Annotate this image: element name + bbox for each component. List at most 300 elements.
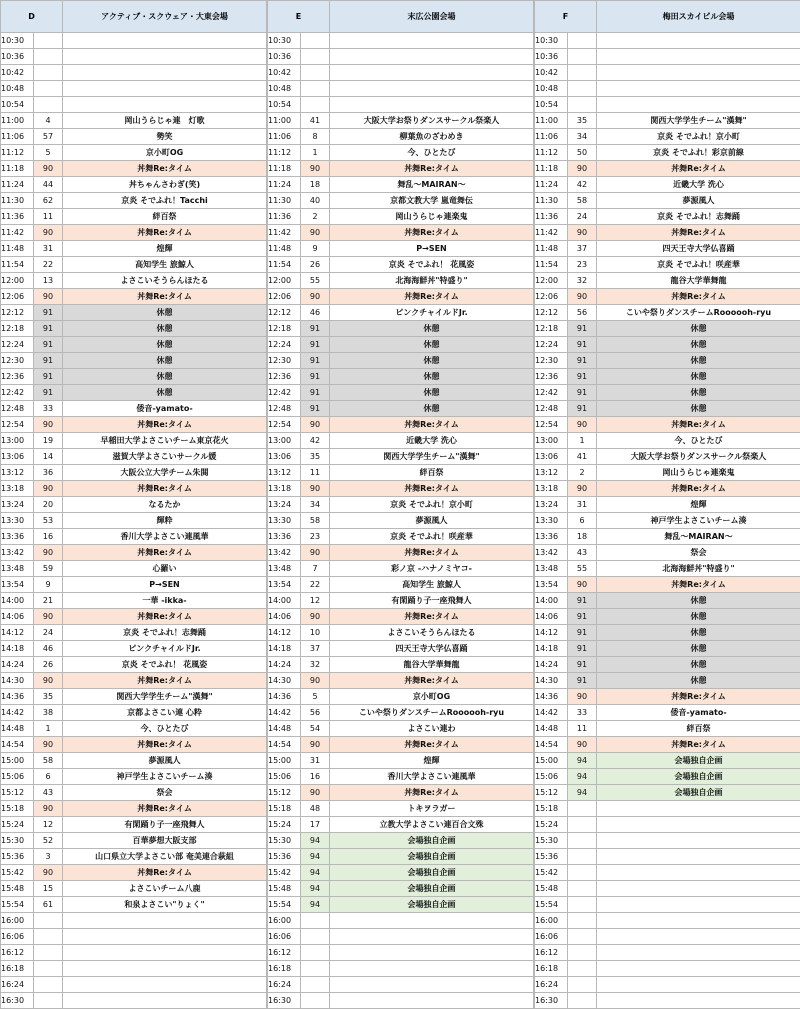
code-cell: 3 [34,849,63,865]
code-cell: 15 [34,881,63,897]
venue-letter: E [268,1,330,33]
time-cell: 15:06 [268,769,301,785]
time-cell: 16:00 [1,913,34,929]
schedule-row [268,241,534,257]
code-cell: 91 [568,401,597,417]
code-cell: 94 [301,849,330,865]
time-cell: 13:12 [535,465,568,481]
team-cell: 北海海鮮丼"特盛り" [330,273,534,289]
time-cell: 10:48 [268,81,301,97]
code-cell: 90 [34,161,63,177]
code-cell: 43 [34,785,63,801]
time-cell: 16:12 [1,945,34,961]
code-cell: 55 [301,273,330,289]
code-cell: 34 [568,129,597,145]
schedule-row [535,625,800,641]
team-cell: 休憩 [330,385,534,401]
code-cell: 91 [34,321,63,337]
code-cell [301,929,330,945]
time-cell: 13:18 [268,481,301,497]
team-cell: 山口県立大学よさこい部 奄美連合萩組 [63,849,267,865]
team-cell [597,897,800,913]
schedule-row [535,241,800,257]
code-cell: 90 [568,481,597,497]
team-cell: 絆百祭 [330,465,534,481]
venue-d-table [0,0,267,1009]
time-cell: 11:00 [268,113,301,129]
time-cell: 12:42 [268,385,301,401]
venue-letter: D [1,1,63,33]
code-cell: 62 [34,193,63,209]
schedule-row [535,305,800,321]
schedule-row [1,81,267,97]
code-cell: 55 [568,561,597,577]
time-cell: 10:30 [268,33,301,49]
schedule-row [268,929,534,945]
team-cell: 倭音-yamato- [597,705,800,721]
code-cell: 56 [568,305,597,321]
schedule-row [1,705,267,721]
team-cell: 休憩 [63,353,267,369]
time-cell: 15:54 [1,897,34,913]
schedule-row [268,865,534,881]
time-cell: 15:42 [268,865,301,881]
code-cell: 91 [568,321,597,337]
schedule-row [268,545,534,561]
schedule-row [268,353,534,369]
time-cell: 10:48 [535,81,568,97]
schedule-row [535,257,800,273]
team-cell: 丼舞Re:タイム [597,481,800,497]
code-cell: 4 [34,113,63,129]
code-cell: 90 [568,689,597,705]
time-cell: 13:36 [535,529,568,545]
time-cell: 14:06 [1,609,34,625]
code-cell: 94 [568,785,597,801]
schedule-row [268,769,534,785]
schedule-row [535,753,800,769]
schedule-row [1,977,267,993]
code-cell: 35 [301,449,330,465]
team-cell: 会場独自企画 [330,849,534,865]
time-cell: 11:54 [535,257,568,273]
code-cell: 10 [301,625,330,641]
time-cell: 12:18 [268,321,301,337]
team-cell: 絆百祭 [597,721,800,737]
team-cell [63,65,267,81]
time-cell: 11:12 [268,145,301,161]
schedule-row [268,913,534,929]
schedule-row [268,785,534,801]
schedule-row [1,449,267,465]
schedule-row [535,833,800,849]
time-cell: 14:06 [535,609,568,625]
time-cell: 14:00 [1,593,34,609]
time-cell: 14:06 [268,609,301,625]
schedule-row [1,785,267,801]
schedule-row [1,289,267,305]
code-cell [568,65,597,81]
schedule-row [535,961,800,977]
team-cell [63,913,267,929]
time-cell: 11:30 [1,193,34,209]
time-cell: 12:00 [268,273,301,289]
team-cell: 滋賀大学よさこいサークル媛 [63,449,267,465]
schedule-row [535,561,800,577]
team-cell: トキヲラガー [330,801,534,817]
time-cell: 14:30 [1,673,34,689]
time-cell: 13:36 [1,529,34,545]
time-cell: 15:06 [535,769,568,785]
time-cell: 12:54 [535,417,568,433]
team-cell: 祭会 [597,545,800,561]
schedule-row [1,609,267,625]
time-cell: 11:42 [535,225,568,241]
code-cell [568,33,597,49]
code-cell [568,913,597,929]
time-cell: 14:36 [268,689,301,705]
schedule-row [535,705,800,721]
team-cell: 休憩 [63,369,267,385]
code-cell [568,977,597,993]
team-cell: 京炎 そでふれ！Tacchi [63,193,267,209]
team-cell: なるたか [63,497,267,513]
team-cell: 近畿大学 洗心 [597,177,800,193]
code-cell: 6 [568,513,597,529]
team-cell: ピンクチャイルドJr. [330,305,534,321]
time-cell: 12:36 [1,369,34,385]
team-cell: 有閑踊り子一座飛舞人 [330,593,534,609]
time-cell: 15:42 [535,865,568,881]
time-cell: 16:00 [535,913,568,929]
team-cell: 有閑踊り子一座飛舞人 [63,817,267,833]
time-cell: 12:06 [535,289,568,305]
team-cell: 煌輝 [597,497,800,513]
code-cell: 91 [301,337,330,353]
time-cell: 12:48 [1,401,34,417]
team-cell: 休憩 [597,625,800,641]
team-cell: 丼舞Re:タイム [63,417,267,433]
team-cell [597,929,800,945]
team-cell: よさこいチーム八鹿 [63,881,267,897]
team-cell: 関西大学学生チーム"漢舞" [330,449,534,465]
schedule-row [268,577,534,593]
schedule-row [268,721,534,737]
code-cell: 91 [568,641,597,657]
code-cell: 90 [568,577,597,593]
time-cell: 14:00 [268,593,301,609]
schedule-row [535,273,800,289]
time-cell: 12:30 [268,353,301,369]
code-cell: 33 [34,401,63,417]
schedule-row [1,481,267,497]
code-cell: 33 [568,705,597,721]
code-cell: 90 [568,289,597,305]
time-cell: 12:24 [535,337,568,353]
schedule-row [268,529,534,545]
team-cell: 丼舞Re:タイム [330,737,534,753]
schedule-row [1,33,267,49]
code-cell: 1 [34,721,63,737]
code-cell: 91 [34,305,63,321]
team-cell: 丼舞Re:タイム [330,225,534,241]
team-cell: 休憩 [597,609,800,625]
schedule-row [535,401,800,417]
code-cell: 90 [568,161,597,177]
code-cell [301,977,330,993]
time-cell: 15:12 [535,785,568,801]
schedule-row [1,385,267,401]
team-cell: 煌輝 [330,753,534,769]
time-cell: 13:42 [1,545,34,561]
time-cell: 10:42 [535,65,568,81]
schedule-row [268,609,534,625]
time-cell: 13:24 [268,497,301,513]
schedule-row [1,593,267,609]
team-cell [330,961,534,977]
team-cell: 休憩 [63,385,267,401]
schedule-row [268,977,534,993]
schedule-row [535,177,800,193]
schedule-row [1,193,267,209]
code-cell [568,945,597,961]
time-cell: 12:36 [535,369,568,385]
team-cell: 京炎 そでふれ！彩京前線 [597,145,800,161]
code-cell: 9 [34,577,63,593]
time-cell: 12:54 [1,417,34,433]
team-cell: 京小町OG [330,689,534,705]
time-cell: 15:00 [1,753,34,769]
team-cell: 休憩 [330,321,534,337]
team-cell: 丼舞Re:タイム [63,225,267,241]
team-cell: 和泉よさこい"りょく" [63,897,267,913]
code-cell: 90 [301,609,330,625]
code-cell [301,81,330,97]
team-cell [597,81,800,97]
schedule-row [268,449,534,465]
schedule-row [268,481,534,497]
schedule-row [535,337,800,353]
time-cell: 10:42 [268,65,301,81]
code-cell: 58 [301,513,330,529]
schedule-row [1,353,267,369]
schedule-row [268,849,534,865]
time-cell: 14:12 [268,625,301,641]
code-cell: 57 [34,129,63,145]
schedule-row [268,801,534,817]
time-cell: 10:36 [535,49,568,65]
code-cell: 91 [568,625,597,641]
time-cell: 13:18 [535,481,568,497]
team-cell: P→SEN [63,577,267,593]
team-cell: 京炎 そでふれ！京小町 [330,497,534,513]
code-cell: 94 [301,833,330,849]
schedule-row [535,321,800,337]
code-cell: 54 [301,721,330,737]
schedule-row [535,449,800,465]
schedule-row [268,225,534,241]
code-cell: 91 [568,593,597,609]
venue-f-table [534,0,800,1009]
schedule-row [1,673,267,689]
schedule-row [535,129,800,145]
team-cell: 休憩 [330,353,534,369]
schedule-row [1,465,267,481]
schedule-row [1,817,267,833]
code-cell: 7 [301,561,330,577]
team-cell: 丼舞Re:タイム [63,801,267,817]
schedule-row [1,161,267,177]
code-cell: 90 [34,225,63,241]
schedule-row [1,657,267,673]
team-cell: 京都文教大学 嵐竜舞伝 [330,193,534,209]
time-cell: 14:54 [1,737,34,753]
time-cell: 16:30 [1,993,34,1009]
schedule-row [535,481,800,497]
schedule-row [535,769,800,785]
team-cell [597,49,800,65]
schedule-row [535,65,800,81]
code-cell: 31 [34,241,63,257]
code-cell: 26 [301,257,330,273]
schedule-row [535,33,800,49]
code-cell [568,849,597,865]
time-cell: 11:24 [1,177,34,193]
team-cell: 会場独自企画 [597,785,800,801]
team-cell [597,33,800,49]
team-cell: P→SEN [330,241,534,257]
schedule-row [535,689,800,705]
code-cell: 41 [568,449,597,465]
schedule-row [268,113,534,129]
time-cell: 15:24 [535,817,568,833]
time-cell: 16:24 [1,977,34,993]
code-cell: 44 [34,177,63,193]
venue-name: 梅田スカイビル会場 [597,1,800,33]
time-cell: 15:06 [1,769,34,785]
time-cell: 16:18 [268,961,301,977]
team-cell: 倭音-yamato- [63,401,267,417]
team-cell: 丼舞Re:タイム [330,673,534,689]
schedule-row [268,673,534,689]
schedule-row [268,321,534,337]
code-cell: 32 [568,273,597,289]
team-cell: 輝粋 [63,513,267,529]
team-cell: 休憩 [330,369,534,385]
code-cell: 90 [34,609,63,625]
time-cell: 11:48 [268,241,301,257]
code-cell: 34 [301,497,330,513]
code-cell: 91 [34,353,63,369]
team-cell: よさこい連わ [330,721,534,737]
team-cell: 彩ノ京 -ハナノミヤコ- [330,561,534,577]
code-cell [568,817,597,833]
time-cell: 12:18 [535,321,568,337]
schedule-row [1,369,267,385]
code-cell [301,97,330,113]
time-cell: 10:48 [1,81,34,97]
schedule-row [1,513,267,529]
code-cell: 52 [34,833,63,849]
time-cell: 13:12 [268,465,301,481]
time-cell: 12:30 [1,353,34,369]
team-cell: 休憩 [597,385,800,401]
code-cell: 21 [34,593,63,609]
team-cell: 勢笑 [63,129,267,145]
team-cell [330,49,534,65]
schedule-row [268,641,534,657]
schedule-row [268,49,534,65]
schedule-row [1,97,267,113]
team-cell: 京都よさこい連 心粋 [63,705,267,721]
time-cell: 14:48 [268,721,301,737]
team-cell [63,977,267,993]
code-cell: 94 [301,881,330,897]
code-cell: 32 [301,657,330,673]
schedule-row [1,897,267,913]
code-cell: 56 [301,705,330,721]
schedule-row [1,113,267,129]
code-cell: 8 [301,129,330,145]
time-cell: 13:48 [535,561,568,577]
schedule-row [535,113,800,129]
team-cell: 香川大学よさこい連風華 [330,769,534,785]
schedule-row [535,881,800,897]
team-cell: 休憩 [597,369,800,385]
code-cell: 91 [301,401,330,417]
time-cell: 12:06 [268,289,301,305]
time-cell: 12:12 [268,305,301,321]
team-cell: 大阪大学お祭りダンスサークル祭楽人 [330,113,534,129]
team-cell: 一華 -ikka- [63,593,267,609]
code-cell: 91 [301,385,330,401]
team-cell [63,49,267,65]
schedule-row [268,625,534,641]
code-cell: 91 [34,385,63,401]
time-cell: 12:42 [535,385,568,401]
time-cell: 13:48 [268,561,301,577]
code-cell: 46 [301,305,330,321]
team-cell [597,801,800,817]
code-cell [34,81,63,97]
team-cell: 丼舞Re:タイム [63,289,267,305]
schedule-row [535,145,800,161]
team-cell [597,865,800,881]
schedule-row [268,273,534,289]
code-cell [568,881,597,897]
code-cell [301,49,330,65]
schedule-row [1,769,267,785]
team-cell: 休憩 [597,673,800,689]
time-cell: 15:12 [268,785,301,801]
schedule-row [1,321,267,337]
code-cell: 90 [301,737,330,753]
team-cell [597,817,800,833]
team-cell [330,929,534,945]
code-cell: 5 [301,689,330,705]
team-cell: 百華夢想大阪支部 [63,833,267,849]
team-cell: 丼舞Re:タイム [63,609,267,625]
code-cell: 90 [568,417,597,433]
time-cell: 14:24 [535,657,568,673]
schedule-row [535,385,800,401]
code-cell: 24 [568,209,597,225]
time-cell: 10:30 [1,33,34,49]
schedule-row [535,465,800,481]
team-cell: 京炎 そでふれ！ 花風姿 [330,257,534,273]
team-cell: 会場独自企画 [597,769,800,785]
schedule-row [268,657,534,673]
